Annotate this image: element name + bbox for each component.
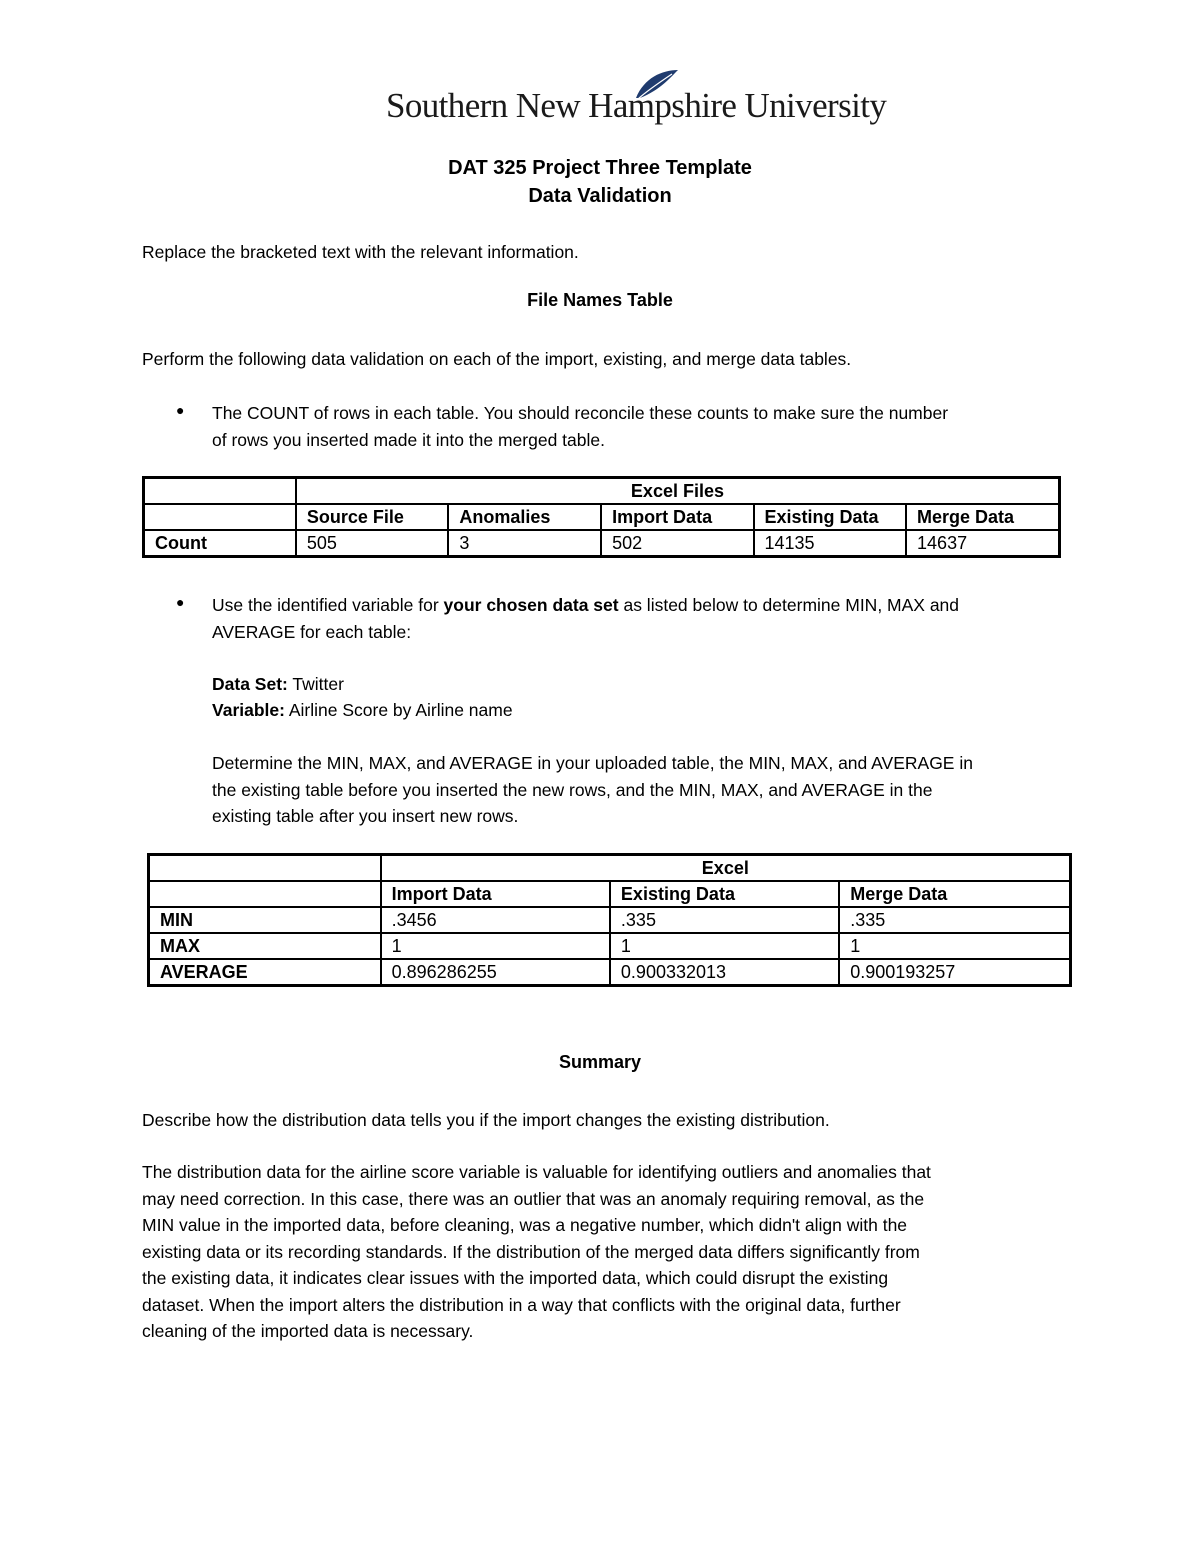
row-label: MAX — [149, 933, 381, 959]
table-cell: 3 — [448, 530, 601, 557]
table-row — [144, 478, 1060, 505]
stats-table — [147, 853, 1072, 987]
bullet-marker: ● — [176, 594, 185, 610]
column-header: Source File — [296, 504, 448, 530]
row-label: MIN — [149, 907, 381, 933]
table-cell: 1 — [610, 933, 839, 959]
table-row — [149, 855, 1071, 882]
bullet-marker: ● — [176, 402, 185, 418]
document-subtitle: Data Validation — [528, 185, 672, 207]
row-label: Count — [144, 530, 296, 557]
table-row — [149, 959, 1071, 986]
bullet1-line1: The COUNT of rows in each table. You should reconcile these counts to make sure the number — [212, 403, 949, 423]
column-header: Anomalies — [448, 504, 601, 530]
table-cell: .3456 — [381, 907, 610, 933]
group-header: Excel — [381, 855, 1071, 882]
data-set-label: Data Set: — [212, 674, 288, 694]
table-cell: 502 — [601, 530, 753, 557]
summary-line: may need correction. In this case, there was an outlier that was an anomaly requiring removal, as the — [142, 1188, 925, 1209]
column-header: Import Data — [381, 881, 610, 907]
intro-text: Replace the bracketed text with the relevant information. — [142, 242, 579, 262]
data-set-value: Twitter — [287, 674, 344, 694]
group-header: Excel Files — [296, 478, 1060, 505]
data-set-line — [212, 671, 1072, 698]
table-row — [144, 530, 1060, 557]
bullet1-line2: of rows you inserted made it into the merged table. — [212, 429, 605, 450]
column-header: Existing Data — [754, 504, 907, 530]
determine-text: Determine the MIN, MAX, and AVERAGE in your uploaded table, the MIN, MAX, and AVERAGE in the existing table before you inserted the new rows, and the MIN, MAX, and AVERAGE in the existing table after you insert new rows. — [212, 753, 973, 826]
table-cell: 1 — [839, 933, 1070, 959]
describe-text: Describe how the distribution data tells you if the import changes the existing distribution. — [142, 1110, 830, 1130]
variable-value: Airline Score by Airline name — [284, 700, 513, 720]
empty-cell — [144, 478, 296, 505]
empty-cell — [149, 855, 381, 882]
row-label: AVERAGE — [149, 959, 381, 986]
document-title: DAT 325 Project Three Template — [448, 157, 752, 179]
column-header: Import Data — [601, 504, 753, 530]
summary-line: dataset. When the import alters the distribution in a way that conflicts with the original data, further — [142, 1294, 901, 1315]
summary-line: the existing data, it indicates clear issues with the imported data, which could disrupt the existing — [142, 1268, 889, 1288]
bullet1-text — [212, 400, 1072, 453]
table-cell: .335 — [610, 907, 839, 933]
summary-paragraph — [142, 1159, 1062, 1345]
table-cell: 0.900193257 — [839, 959, 1070, 986]
table-cell: 1 — [381, 933, 610, 959]
summary-heading: Summary — [558, 1052, 642, 1072]
column-header: Merge Data — [839, 881, 1070, 907]
bullet2-text — [212, 592, 1072, 645]
logo-wordmark: Southern New Hampshire University — [386, 86, 887, 125]
table-cell: 505 — [296, 530, 448, 557]
table-cell: 14637 — [906, 530, 1059, 557]
table-row — [149, 881, 1071, 907]
summary-line: The distribution data for the airline score variable is valuable for identifying outliers and anomalies that — [142, 1162, 931, 1182]
column-header: Existing Data — [610, 881, 839, 907]
table-cell: 14135 — [754, 530, 907, 557]
empty-cell — [144, 504, 296, 530]
bullet2-emphasis: your chosen data set — [443, 595, 619, 615]
table-row — [149, 907, 1071, 933]
summary-line: MIN value in the imported data, before cleaning, was a negative number, which didn't align with the — [142, 1215, 908, 1235]
table-row — [149, 933, 1071, 959]
bullet2-line1: Use the identified variable for your chosen data set as listed below to determine MIN, MAX and — [212, 595, 960, 615]
count-table — [142, 476, 1061, 558]
variable-label: Variable: — [212, 700, 285, 720]
table-cell: .335 — [839, 907, 1070, 933]
table-cell: 0.900332013 — [610, 959, 839, 986]
bullet2-line2: AVERAGE for each table: — [212, 621, 412, 642]
summary-line: cleaning of the imported data is necessary. — [142, 1321, 474, 1341]
table-row — [144, 504, 1060, 530]
summary-line: existing data or its recording standards. If the distribution of the merged data differs significantly from — [142, 1241, 920, 1262]
university-logo — [386, 68, 887, 140]
table-cell: 0.896286255 — [381, 959, 610, 986]
file-names-heading: File Names Table — [527, 290, 673, 310]
column-header: Merge Data — [906, 504, 1059, 530]
empty-cell — [149, 881, 381, 907]
perform-text: Perform the following data validation on each of the import, existing, and merge data tables. — [142, 349, 852, 369]
variable-line — [212, 697, 1072, 724]
